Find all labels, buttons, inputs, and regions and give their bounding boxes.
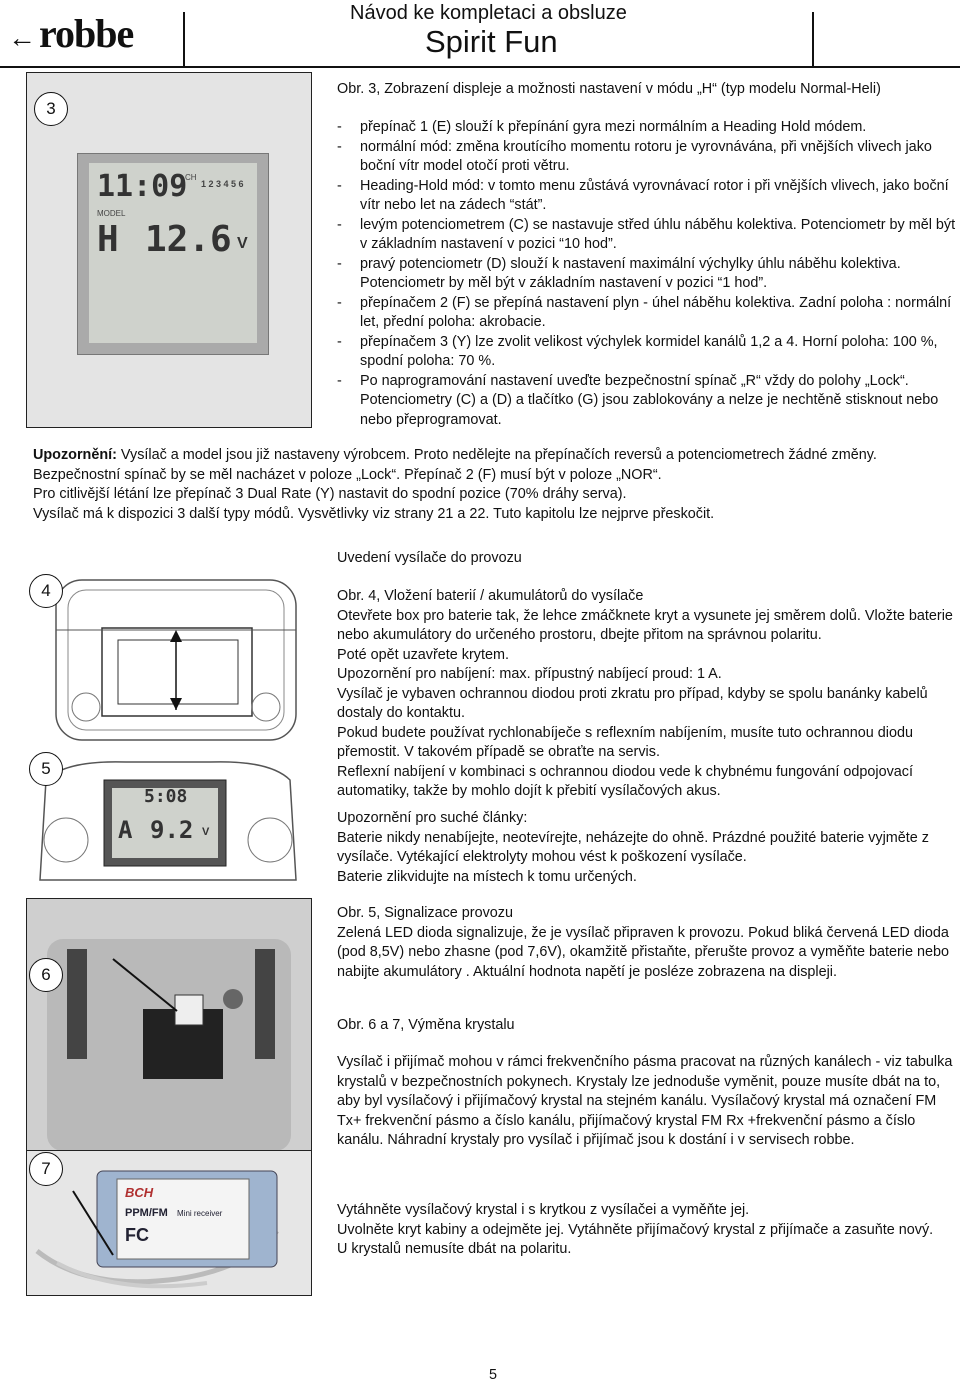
lcd-time: 5:08	[144, 786, 188, 807]
lcd-ch-label: CH	[185, 173, 197, 182]
paragraph: Uvolněte kryt kabiny a odejměte jej. Vytáhněte přijímačový krystal z přijímače a zasuňte nový.	[337, 1221, 934, 1238]
paragraph: Poté opět uzavřete krytem.	[337, 646, 509, 663]
paragraph: Vysílač je vybaven ochrannou diodou proti zkratu pro případ, kdyby se spolu banánky kabelů dostaly do kontaktu.	[337, 685, 928, 721]
dry-cells-heading: Upozornění pro suché články:	[337, 810, 528, 826]
receiver-brand: BCH	[125, 1185, 154, 1200]
lcd-voltage-unit: V	[202, 826, 210, 838]
figure-4-text-block	[337, 587, 959, 802]
list-item: - přepínačem 3 (Y) lze zvolit velikost výchylek kormidel kanálů 1,2 a 4. Horní poloha: 100 %, spodní poloha: 70 %.	[337, 333, 959, 372]
paragraph: U krystalů nemusíte dbát na polaritu.	[337, 1241, 572, 1257]
paragraph: Baterie zlikvidujte na místech k tomu určených.	[337, 868, 637, 885]
dry-cells-block	[337, 809, 959, 887]
header-divider-left	[183, 12, 185, 66]
figure-4-battery-drawing	[26, 572, 310, 744]
figure-5-number: 5	[29, 752, 63, 786]
figure-6-crystal-photo	[26, 898, 312, 1152]
section-heading: Uvedení vysílače do provozu	[337, 550, 522, 566]
figure-3-lcd-photo	[26, 72, 312, 428]
crystal-paragraph: Vysílač i přijímač mohou v rámci frekvenčního pásma pracovat na různých kanálech - viz tabulka krystalů v bezpečnostních pokynech. Krystaly lze jednoduše vyměnit, pouze musíte dbát na to, aby byl vysílačový i přijímačový krystal na stejném kanálu. Vysílačový krystal má označení FM Tx+ frekvenční pásmo a číslo kanálu, přijímačový krystal FM Rx +frekvenční pásmo a číslo kanálu. Náhradní krystaly pro vysílač i přijímač jsou k dostání i v servisech robbe.	[337, 1054, 953, 1148]
figure-7-number: 7	[29, 1152, 63, 1186]
lcd-time: 11:09	[97, 169, 188, 204]
logo-arrow-icon: ←	[8, 23, 35, 54]
paragraph: Otevřete box pro baterie tak, že lehce zmáčknete kryt a vysunete jej směrem dolů. Vložte baterie nebo akumulátory do určeného prostoru, dbejte přitom na správnou polaritu.	[337, 607, 953, 643]
warning-block	[33, 446, 958, 524]
list-item: - Po naprogramování nastavení uveďte bezpečnostní spínač „R“ vždy do polohy „Lock“. Potenciometry (C) a (D) a tlačítko (G) jsou zablokovány a nelze je nechtěně stisknout nebo nebo přeprogramovat.	[337, 372, 959, 431]
list-item: - přepínač 1 (E) slouží k přepínání gyra mezi normálním a Heading Hold módem.	[337, 118, 959, 138]
header-divider-right	[812, 12, 814, 66]
figure-3-number: 3	[34, 92, 68, 126]
paragraph: Upozornění pro nabíjení: max. přípustný nabíjecí proud: 1 A.	[337, 666, 722, 682]
paragraph: Pokud budete používat rychlonabíječe s reflexním nabíjením, musíte tuto ochrannou diodu přemostit. V takovém případě se obraťte na servis.	[337, 724, 913, 760]
figure-6-number: 6	[29, 958, 63, 992]
header-title: Spirit Fun	[425, 24, 558, 59]
receiver-sublabel: Mini receiver	[177, 1209, 223, 1218]
settings-list	[337, 118, 959, 430]
lcd-voltage: 9.2	[150, 816, 194, 844]
robbe-logo: ← robbe	[8, 11, 134, 56]
list-item: - pravý potenciometr (D) slouží k nastavení maximální výchylky úhlu náběhu kolektiva. Potenciometr by měl být v základním nastavení v pozici “1 hod”.	[337, 255, 959, 294]
figure-3-caption: Obr. 3, Zobrazení displeje a možnosti nastavení v módu „H“ (typ modelu Normal-Heli)	[337, 81, 881, 97]
list-item: - levým potenciometrem (C) se nastavuje střed úhlu náběhu kolektiva. Potenciometr by měl být v základním nastavení v pozici “10 hod”.	[337, 216, 959, 255]
warning-label: Upozornění:	[33, 447, 117, 463]
lcd-model-label: MODEL	[97, 209, 126, 218]
figure-5-caption: Obr. 5, Signalizace provozu	[337, 905, 513, 921]
page-number: 5	[489, 1367, 498, 1383]
lcd-mode: A	[118, 816, 133, 844]
warning-line-1: Upozornění: Vysílač a model jsou již nastaveny výrobcem. Proto nedělejte na přepínačích reversů a potenciometrech žádné změny.	[33, 447, 877, 463]
figure-4-caption: Obr. 4, Vložení baterií / akumulátorů do vysílače	[337, 588, 644, 604]
warning-line-4: Vysílač má k dispozici 3 další typy módů. Vysvětlivky viz strany 21 a 22. Tuto kapitolu lze nejprve přeskočit.	[33, 505, 715, 522]
receiver-label: PPM/FM	[125, 1207, 168, 1219]
list-item: - normální mód: změna kroutícího momentu rotoru je vyrovnávána, při vnějších vlivech jako boční vítr model otočí proti větru.	[337, 138, 959, 177]
figure-5-transmitter-drawing	[26, 750, 310, 890]
lcd-channels: 1 2 3 4 5 6	[201, 179, 244, 189]
lcd-voltage: 12.6	[145, 219, 232, 260]
figure-4-number: 4	[29, 574, 63, 608]
paragraph: Baterie nikdy nenabíjejte, neotevírejte, neházejte do ohně. Prázdné použité baterie vyjměte z vysílače. Vytékající elektrolyty mohou vést k poškození vysílače.	[337, 829, 929, 865]
crystal-steps-block	[337, 1201, 959, 1260]
lcd-voltage-unit: V	[237, 235, 248, 252]
warning-line-3: Pro citlivější létání lze přepínač 3 Dual Rate (Y) nastavit do spodní pozice (70% dráhy serva).	[33, 486, 627, 502]
header-rule	[0, 66, 960, 68]
lcd-screen	[89, 163, 257, 343]
warning-line-2: Bezpečnostní spínač by se měl nacházet v poloze „Lock“. Přepínač 2 (F) musí být v poloze „NOR“.	[33, 466, 662, 483]
lcd-mode: H	[97, 219, 119, 260]
header-subtitle: Návod ke kompletaci a obsluze	[350, 2, 627, 24]
figure-6-7-caption: Obr. 6 a 7, Výměna krystalu	[337, 1017, 515, 1033]
paragraph: Reflexní nabíjení v kombinaci s ochrannou diodou vede k chybnému fungování odpojovací automatiky, takže by mohlo dojít k přebití vysílačových akus.	[337, 763, 913, 799]
list-item: - přepínačem 2 (F) se přepíná nastavení plyn - úhel náběhu kolektiva. Zadní poloha : normální let, přední poloha: akrobacie.	[337, 294, 959, 333]
list-item: - Heading-Hold mód: v tomto menu zůstává vyrovnávací rotor i při vnějších vlivech, jako boční vítr nebo let na zádech “stát”.	[337, 177, 959, 216]
paragraph: Vytáhněte vysílačový krystal i s krytkou z vysílačei a vyměňte jej.	[337, 1202, 750, 1218]
paragraph: Zelená LED dioda signalizuje, že je vysílač připraven k provozu. Pokud bliká červená LED dioda (pod 8,5V) nebo zhasne (pod 7,6V), okamžitě přistaňte, přerušte provoz a vyměňte baterie nebo nabijte akumulátory . Aktuální hodnota napětí je posléze zobrazena na displeji.	[337, 924, 949, 980]
figure-5-text-block	[337, 904, 959, 982]
figure-7-receiver-photo	[26, 1150, 312, 1296]
fcc-mark: FC	[125, 1225, 149, 1245]
